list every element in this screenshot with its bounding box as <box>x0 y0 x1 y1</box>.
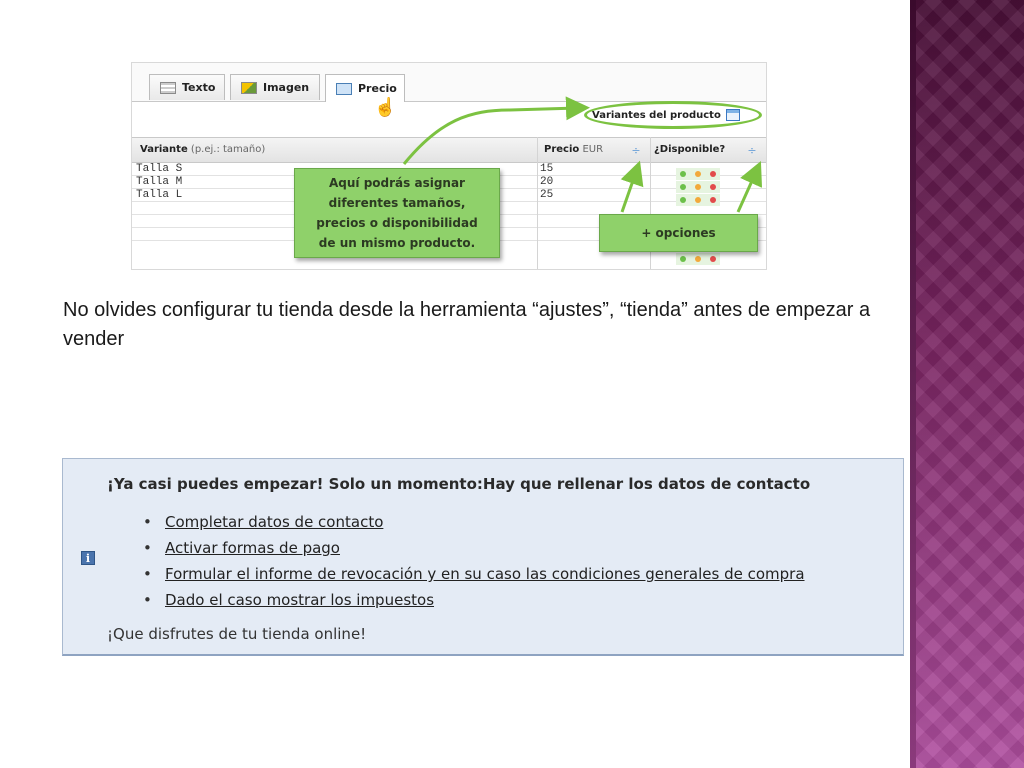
available-sort-icon[interactable]: ÷ <box>747 144 757 157</box>
info-title: ¡Ya casi puedes empezar! Solo un momento:Hay que rellenar los datos de contacto <box>107 475 811 493</box>
calendar-grid-icon <box>726 109 740 121</box>
price-cell[interactable]: 25 <box>540 189 554 201</box>
green-dot-icon[interactable] <box>680 197 686 203</box>
link-contact-data[interactable]: Completar datos de contacto <box>165 513 384 531</box>
image-icon <box>241 82 257 94</box>
price-sort-icon[interactable]: ÷ <box>631 144 641 157</box>
header-variant <box>140 144 265 155</box>
callout-line: Aquí podrás asignar <box>329 176 465 190</box>
red-dot-icon[interactable] <box>710 171 716 177</box>
variant-cell[interactable]: Talla S <box>136 163 183 175</box>
tab-texto[interactable] <box>149 74 225 100</box>
variants-label: Variantes del producto <box>592 109 721 121</box>
link-payment-methods[interactable]: Activar formas de pago <box>165 539 340 557</box>
tab-imagen-label: Imagen <box>263 81 310 94</box>
callout-line: precios o disponibilidad <box>316 216 478 230</box>
price-cell[interactable]: 20 <box>540 176 554 188</box>
column-divider <box>537 137 538 269</box>
body-text: No olvides configurar tu tienda desde la herramienta “ajustes”, “tienda” antes de empezar a vender <box>63 299 871 350</box>
header-price-label: Precio <box>544 144 580 155</box>
availability-toggle[interactable] <box>676 253 720 265</box>
green-dot-icon[interactable] <box>680 184 686 190</box>
green-dot-icon[interactable] <box>680 256 686 262</box>
tab-bar <box>132 63 766 102</box>
variants-button[interactable] <box>592 109 740 121</box>
info-footer: ¡Que disfrutes de tu tienda online! <box>107 625 367 643</box>
red-dot-icon[interactable] <box>710 184 716 190</box>
variant-cell[interactable]: Talla M <box>136 176 183 188</box>
decorative-side-band <box>910 0 1024 768</box>
header-variant-hint: (p.ej.: tamaño) <box>190 144 266 155</box>
red-dot-icon[interactable] <box>710 197 716 203</box>
info-icon: i <box>81 551 95 565</box>
orange-dot-icon[interactable] <box>695 256 701 262</box>
list-item <box>143 537 805 563</box>
red-dot-icon[interactable] <box>710 256 716 262</box>
availability-toggle[interactable] <box>676 194 720 206</box>
header-available: ¿Disponible? <box>654 144 726 155</box>
availability-toggle[interactable] <box>676 181 720 193</box>
hand-pointer-icon: ☝ <box>374 97 397 117</box>
callout-variants-info <box>294 168 500 258</box>
green-dot-icon[interactable] <box>680 171 686 177</box>
tab-texto-label: Texto <box>182 81 216 94</box>
header-price <box>544 144 603 155</box>
link-taxes[interactable]: Dado el caso mostrar los impuestos <box>165 591 435 609</box>
header-price-unit: EUR <box>582 144 604 155</box>
price-cell[interactable]: 15 <box>540 163 554 175</box>
text-doc-icon <box>160 82 176 94</box>
availability-toggle[interactable] <box>676 168 720 180</box>
list-item <box>143 563 805 589</box>
callout-line: de un mismo producto. <box>318 236 476 250</box>
callout-more-options: + opciones <box>599 214 758 252</box>
table-header <box>132 137 766 163</box>
variant-cell[interactable]: Talla L <box>136 189 183 201</box>
link-revocation-terms[interactable]: Formular el informe de revocación y en su caso las condiciones generales de compra <box>165 565 805 583</box>
list-item <box>143 511 805 537</box>
list-item <box>143 589 805 615</box>
header-variant-label: Variante <box>140 144 188 155</box>
tab-imagen[interactable] <box>230 74 320 100</box>
price-icon <box>336 83 352 95</box>
callout-line: diferentes tamaños, <box>328 196 466 210</box>
info-box <box>62 458 904 656</box>
orange-dot-icon[interactable] <box>695 184 701 190</box>
orange-dot-icon[interactable] <box>695 197 701 203</box>
info-link-list <box>143 511 805 615</box>
tab-precio-label: Precio <box>358 82 397 95</box>
orange-dot-icon[interactable] <box>695 171 701 177</box>
